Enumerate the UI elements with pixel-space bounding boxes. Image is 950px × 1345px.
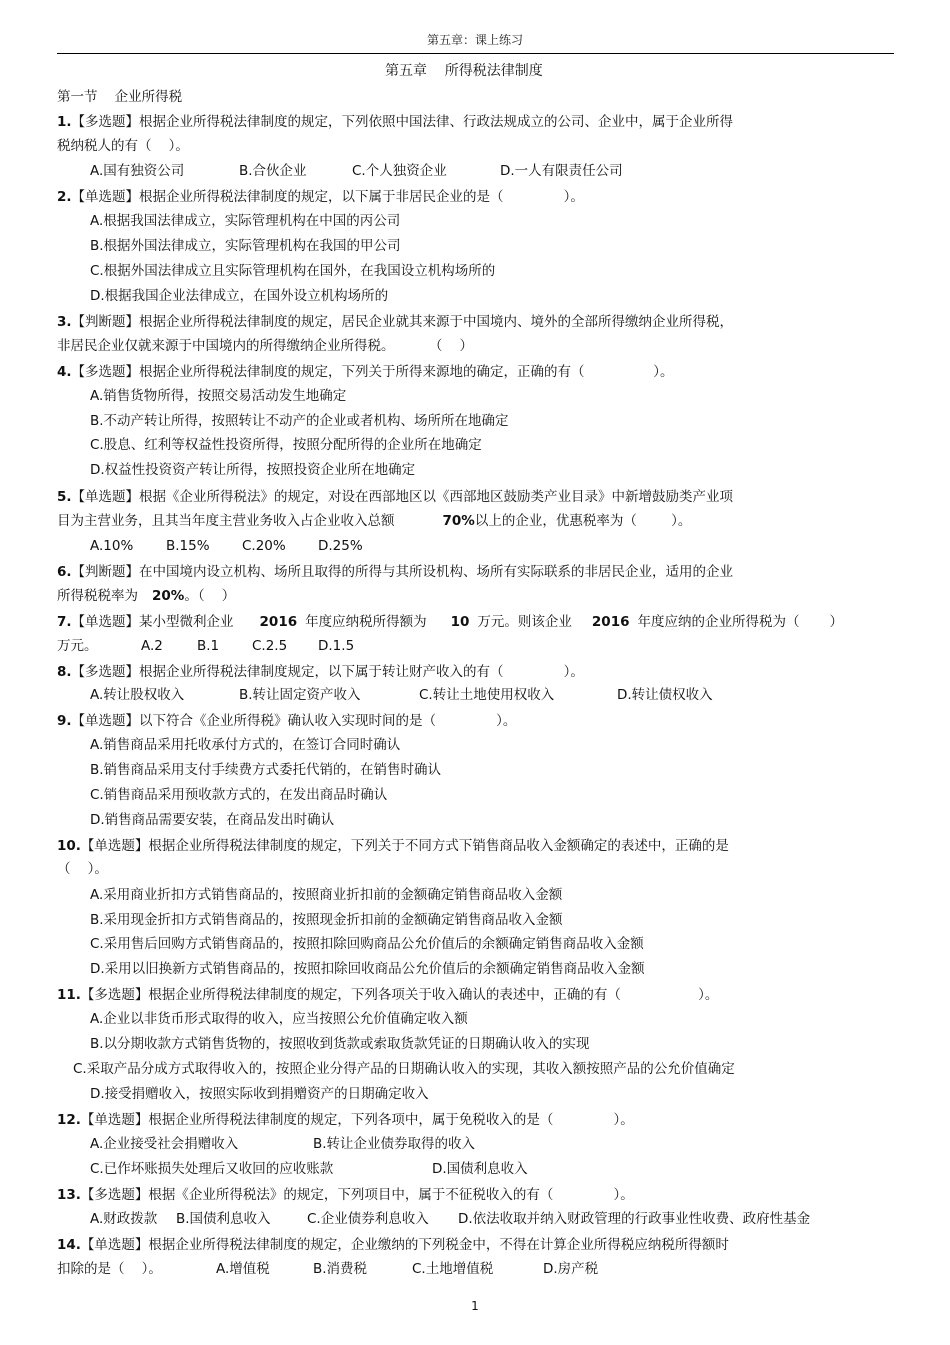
- section-title: 第一节 企业所得税: [57, 89, 183, 105]
- option-c: C.已作坏账损失处理后又收回的应收账款: [90, 1161, 334, 1177]
- option-a: A.转让股权收入: [90, 687, 185, 703]
- option-d: D.一人有限责任公司: [500, 163, 623, 179]
- option-a: A.国有独资公司: [90, 163, 185, 179]
- question-stem: 【单选题】根据企业所得税法律制度的规定，以下属于非居民企业的是（ ）。: [71, 189, 584, 205]
- question-stem-continued: 税纳税人的有（ ）。: [57, 138, 189, 154]
- option-c: C.根据外国法律成立且实际管理机构在国外，在我国设立机构场所的: [90, 263, 496, 279]
- option-d: D.国债利息收入: [432, 1161, 528, 1177]
- option-d: D.转让债权收入: [617, 687, 713, 703]
- option-a: A.销售商品采用托收承付方式的，在签订合同时确认: [90, 737, 401, 753]
- option-c: C.转让土地使用权收入: [419, 687, 555, 703]
- option-a: A.财政拨款: [90, 1211, 158, 1227]
- question-stem-continued: [57, 587, 235, 605]
- option-d: D.25%: [318, 538, 363, 554]
- option-d: D.房产税: [543, 1261, 599, 1277]
- question-stem-continued: 非居民企业仅就来源于中国境内的所得缴纳企业所得税。 （ ）: [57, 338, 473, 354]
- option-b: B.根据外国法律成立，实际管理机构在我国的甲公司: [90, 238, 401, 254]
- question-number: 10.: [57, 838, 81, 854]
- option-b: B.转让固定资产收入: [239, 687, 361, 703]
- stem-text: 【单选题】某小型微利企业: [71, 614, 234, 630]
- running-header: 第五章：课上练习: [426, 33, 523, 47]
- question-stem: 【多选题】根据企业所得税法律制度的规定，下列关于所得来源地的确定，正确的有（ ）。: [71, 364, 674, 380]
- question-14: [57, 1236, 729, 1254]
- stem-text: 年度应纳税所得额为: [305, 614, 427, 630]
- question-stem: 【单选题】根据企业所得税法律制度的规定，下列关于不同方式下销售商品收入金额确定的表述中，正确的是: [80, 838, 729, 854]
- stem-bold-value: 20%: [152, 588, 185, 604]
- option-d: D.根据我国企业法律成立，在国外设立机构场所的: [90, 288, 389, 304]
- option-b: B.国债利息收入: [176, 1211, 271, 1227]
- option-a: A.企业以非货币形式取得的收入，应当按照公允价值确定收入额: [90, 1011, 468, 1027]
- question-8: [57, 663, 584, 681]
- question-number: 5.: [57, 489, 72, 505]
- question-number: 6.: [57, 564, 72, 580]
- option-a: A.10%: [90, 538, 134, 554]
- option-d: D.接受捐赠收入，按照实际收到捐赠资产的日期确定收入: [90, 1086, 429, 1102]
- question-12: [57, 1111, 634, 1129]
- question-stem: 【单选题】根据《企业所得税法》的规定，对设在西部地区以《西部地区鼓励类产业目录》中新增鼓励类产业项: [71, 489, 734, 505]
- question-number: 7.: [57, 614, 72, 630]
- question-1: [57, 113, 733, 131]
- stem-bold-value: 2016: [591, 614, 630, 630]
- question-stem: 【多选题】根据企业所得税法律制度的规定，下列各项关于收入确认的表述中，正确的有（ ）。: [80, 987, 719, 1003]
- question-number: 2.: [57, 189, 72, 205]
- option-c: C.20%: [242, 538, 286, 554]
- option-c: C.股息、红利等权益性投资所得，按照分配所得的企业所在地确定: [90, 437, 482, 453]
- question-11: [57, 986, 718, 1004]
- page-number: 1: [471, 1299, 479, 1313]
- stem-text: 所得税税率为: [57, 588, 138, 604]
- option-b: B.以分期收款方式销售货物的，按照收到货款或索取货款凭证的日期确认收入的实现: [90, 1036, 590, 1052]
- question-number: 14.: [57, 1237, 81, 1253]
- option-d: D.销售商品需要安装，在商品发出时确认: [90, 812, 335, 828]
- question-2: [57, 188, 584, 206]
- option-c: C.企业债券利息收入: [307, 1211, 429, 1227]
- option-a: A.销售货物所得，按照交易活动发生地确定: [90, 388, 347, 404]
- option-b: B.消费税: [313, 1261, 368, 1277]
- option-c: C.土地增值税: [412, 1261, 494, 1277]
- stem-text: 年度应纳的企业所得税为（: [637, 614, 800, 630]
- option-c: C.采用售后回购方式销售商品的，按照扣除回购商品公允价值后的余额确定销售商品收入金额: [90, 936, 644, 952]
- option-a: A.2: [141, 638, 163, 654]
- option-b: B.15%: [166, 538, 210, 554]
- stem-text: 以上的企业，优惠税率为（ ）。: [474, 513, 692, 529]
- option-c: C.个人独资企业: [352, 163, 447, 179]
- option-d: D.1.5: [318, 638, 355, 654]
- question-stem: 【多选题】根据《企业所得税法》的规定，下列项目中，属于不征税收入的有（ ）。: [80, 1187, 634, 1203]
- stem-bold-value: 70%: [442, 513, 475, 529]
- stem-text: 。（ ）: [184, 588, 236, 604]
- question-number: 8.: [57, 664, 72, 680]
- question-number: 9.: [57, 713, 72, 729]
- question-stem-continued: 扣除的是（ ）。: [57, 1261, 162, 1277]
- question-4: [57, 363, 673, 381]
- question-stem-continued: 万元。: [57, 638, 98, 654]
- option-a: A.采用商业折扣方式销售商品的，按照商业折扣前的金额确定销售商品收入金额: [90, 887, 563, 903]
- option-d: D.依法收取并纳入财政管理的行政事业性收费、政府性基金: [458, 1211, 811, 1227]
- question-3: [57, 313, 733, 331]
- option-d: D.采用以旧换新方式销售商品的，按照扣除回收商品公允价值后的余额确定销售商品收入金额: [90, 961, 645, 977]
- option-a: A.增值税: [216, 1261, 270, 1277]
- question-stem: 【单选题】根据企业所得税法律制度的规定，企业缴纳的下列税金中，不得在计算企业所得税应纳税所得额时: [80, 1237, 729, 1253]
- option-b: B.不动产转让所得，按照转让不动产的企业或者机构、场所所在地确定: [90, 413, 509, 429]
- option-b: B.1: [197, 638, 220, 654]
- question-number: 11.: [57, 987, 81, 1003]
- question-stem: 【单选题】根据企业所得税法律制度的规定，下列各项中，属于免税收入的是（ ）。: [80, 1112, 634, 1128]
- option-b: B.采用现金折扣方式销售商品的，按照现金折扣前的金额确定销售商品收入金额: [90, 912, 563, 928]
- question-5: [57, 488, 733, 506]
- question-9: [57, 712, 516, 730]
- stem-text: 万元。则该企业: [477, 614, 572, 630]
- option-b: B.销售商品采用支付手续费方式委托代销的，在销售时确认: [90, 762, 442, 778]
- question-number: 13.: [57, 1187, 81, 1203]
- option-c: C.销售商品采用预收款方式的，在发出商品时确认: [90, 787, 388, 803]
- question-number: 3.: [57, 314, 72, 330]
- question-13: [57, 1186, 634, 1204]
- option-b: B.转让企业债券取得的收入: [313, 1136, 476, 1152]
- question-stem: 【判断题】在中国境内设立机构、场所且取得的所得与其所设机构、场所有实际联系的非居民企业，适用的企业: [71, 564, 734, 580]
- question-number: 12.: [57, 1112, 81, 1128]
- question-stem: 【多选题】根据企业所得税法律制度的规定，下列依照中国法律、行政法规成立的公司、企业中，属于企业所得: [71, 114, 734, 130]
- option-a: A.根据我国法律成立，实际管理机构在中国的丙公司: [90, 213, 401, 229]
- header-rule: [57, 53, 894, 54]
- chapter-title: 第五章 所得税法律制度: [385, 63, 543, 79]
- stem-bold-value: 10: [450, 614, 470, 630]
- option-c: C.2.5: [252, 638, 288, 654]
- stem-text: 目为主营业务，且其当年度主营业务收入占企业收入总额: [57, 513, 395, 529]
- question-stem-continued: （ ）。: [57, 861, 108, 877]
- question-stem: 【单选题】以下符合《企业所得税》确认收入实现时间的是（ ）。: [71, 713, 517, 729]
- stem-bold-value: 2016: [259, 614, 298, 630]
- question-number: 1.: [57, 114, 72, 130]
- question-stem-continued: [57, 512, 691, 530]
- option-a: A.企业接受社会捐赠收入: [90, 1136, 239, 1152]
- option-b: B.合伙企业: [239, 163, 307, 179]
- option-c: C.采取产品分成方式取得收入的，按照企业分得产品的日期确认收入的实现，其收入额按照产品的公允价值确定: [73, 1061, 735, 1077]
- question-number: 4.: [57, 364, 72, 380]
- question-stem: 【判断题】根据企业所得税法律制度的规定，居民企业就其来源于中国境内、境外的全部所得缴纳企业所得税，: [71, 314, 734, 330]
- question-stem: 【多选题】根据企业所得税法律制度规定，以下属于转让财产收入的有（ ）。: [71, 664, 584, 680]
- question-10: [57, 837, 729, 855]
- question-7: [57, 613, 843, 631]
- option-d: D.权益性投资资产转让所得，按照投资企业所在地确定: [90, 462, 416, 478]
- question-6: [57, 563, 733, 581]
- stem-text: ）: [829, 614, 843, 630]
